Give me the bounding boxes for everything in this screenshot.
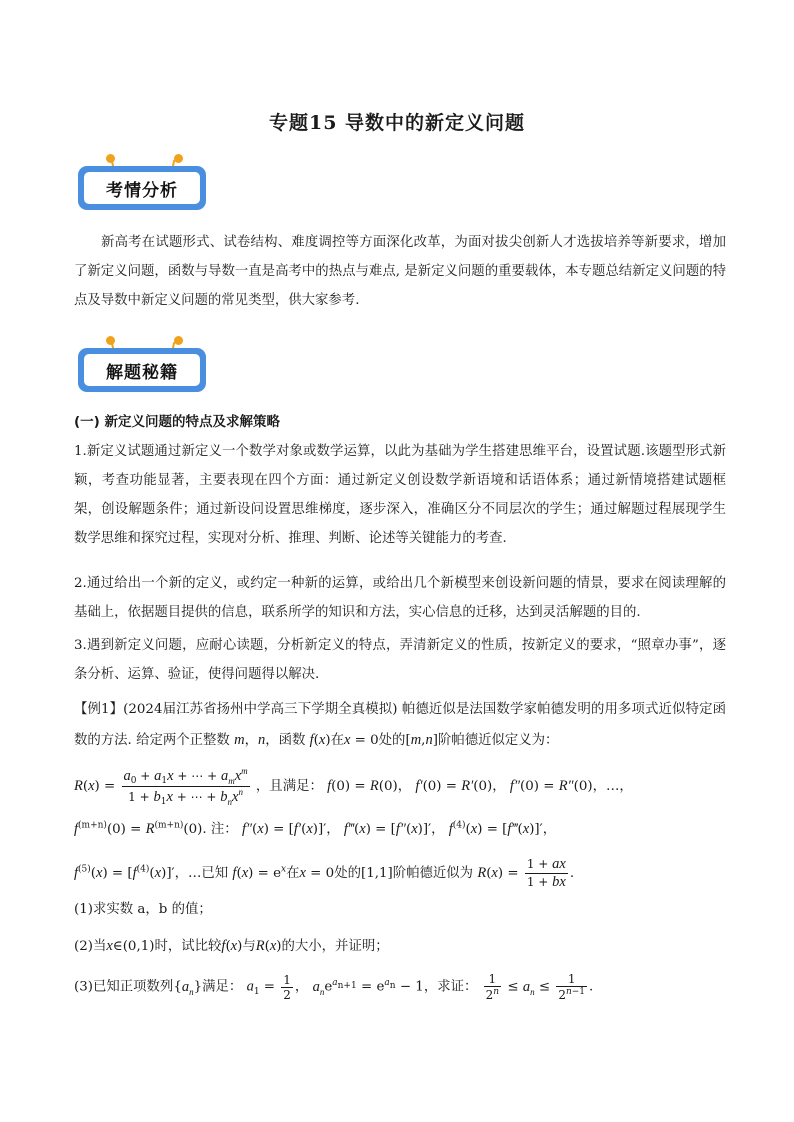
badge-dot-icon [106, 154, 115, 163]
question-3: (3)已知正项数列$\{a_n\}$满足： $a_1$ = $\frac{1}{2}$ ， $a_ne^{a_{n+1}} = e^{a_n} - 1$，求证： $\frac{1}{2^n}$ ≤ $a_n$ ≤ $\frac{1}{2^{n-1}}$ . [74, 972, 594, 1002]
badge-dot-icon [174, 154, 183, 163]
strategy-item-1: 1.新定义试题通过新定义一个数学对象或数学运算，以此为基础为学生搭建思维平台，设置试题.该题型形式新颖，考查功能显著，主要表现在四个方面：通过新定义创设数学新语境和话语体系；通过新情境搭建试题框架，创设解题条件；通过新设问设置思维梯度，逐步深入，准确区分不同层次的学生；通过解题过程展现学生数学思维和探究过程，实现对分析、推理、判断、论述等关键能力的考查. [74, 444, 726, 546]
example-intro: 【例1】(2024届江苏省扬州中学高三下学期全真模拟) 帕德近似是法国数学家帕德发明的用多项式近似特定函数的方法. 给定两个正整数 m，n，函数 f(x)在x = 0处的[m,n]阶帕德近似定义为： [74, 702, 726, 748]
badge-analysis-label: 考情分析 [84, 172, 200, 204]
example-lead: 【例1】(2024届江苏省扬州中学高三下学期全真模拟) 帕德近似是法国数学家帕德发明的用多项式近似特定函数的方法. 给定两个正整数 [74, 702, 726, 748]
strategy-item-3: 3.遇到新定义问题，应耐心读题，分析新定义的特点，弄清新定义的性质，按新定义的要求，“照章办事”，逐条分析、运算、验证，使得问题得以解决. [74, 638, 726, 682]
badge-secrets [78, 348, 206, 392]
strategy-item-2: 2.通过给出一个新的定义，或约定一种新的运算，或给出几个新模型来创设新问题的情景，要求在阅读理解的基础上，依据题目提供的信息，联系所学的知识和方法，实心信息的迁移，达到灵活解题的目的. [74, 576, 726, 620]
pade-definition: R(x) = $\frac{a_0 + a_1x + \cdots + a_mx^m}{1 + b_1x + \cdots + b_nx^n}$ ，且满足： f(0) = R(0)， f′(0) = R′(0)， f″(0) = R″(0)，…， [74, 766, 633, 808]
badge-dot-icon [174, 336, 183, 345]
badge-analysis [78, 166, 206, 210]
badge-dot-icon [106, 336, 115, 345]
badge-secrets-label: 解题秘籍 [84, 354, 200, 386]
intro-paragraph: 新高考在试题形式、试卷结构、难度调控等方面深化改革，为面对拔尖创新人才选拔培养等新要求，增加了新定义问题，函数与导数一直是高考中的热点与难点, 是新定义问题的重要载体，本专题总结新定义问题的特点及导数中新定义问题的常见类型，供大家参考. [74, 235, 726, 308]
page-title: 专题15 导数中的新定义问题 [268, 112, 526, 134]
section-heading: (一) 新定义问题的特点及求解策略 [74, 414, 281, 430]
question-2: (2)当x∈(0,1)时，试比较f(x)与R(x)的大小，并证明； [74, 938, 389, 954]
question-1: (1)求实数 a，b 的值； [74, 902, 212, 917]
derivative-note: $f^{(m+n)}(0) = R^{(m+n)}(0)$. 注： f″(x) = [f′(x)]′， f‴(x) = [f″(x)]′， $f^{(4)}(x)$ = [f‴(x)]′， [74, 820, 557, 837]
known-approximation: $f^{(5)}(x) = [f^{(4)}(x)]'$，…已知 $f(x) = e^x$在x = 0处的[1,1]阶帕德近似为 R(x) = $\frac{1 + ax}{1 + bx}$ . [74, 856, 575, 890]
